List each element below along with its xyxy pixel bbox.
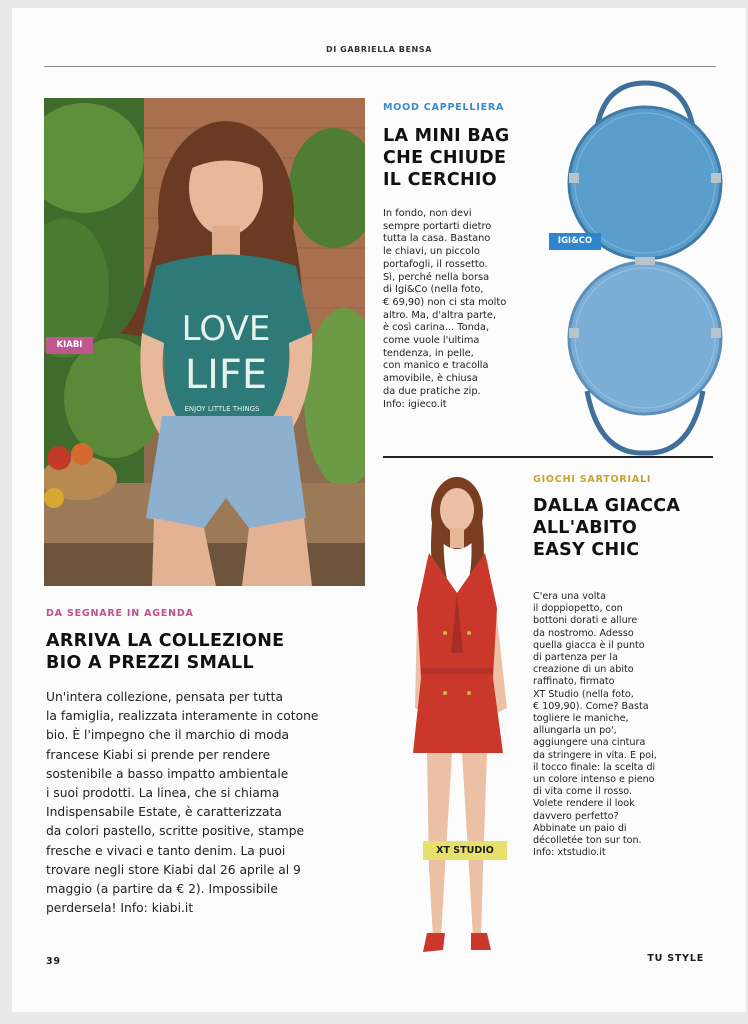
bio-headline-line: BIO A PREZZI SMALL (46, 653, 254, 673)
bag-body-line: amovibile, è chiusa (383, 373, 478, 385)
bio-body-line: Un'intera collezione, pensata per tutta (46, 690, 284, 704)
dress-headline-line: EASY CHIC (533, 540, 640, 560)
byline: DI GABRIELLA BENSA (325, 45, 433, 54)
right-divider (383, 456, 713, 458)
dress-body-line: bottoni dorati e allure (533, 615, 638, 627)
bag-body-line: di Igi&Co (nella foto, (383, 284, 484, 296)
bag-body-line: sempre portarti dietro (383, 220, 492, 232)
dress-body-line: décolletée ton sur ton. (533, 835, 642, 847)
bag-body-line: € 69,90) non ci sta molto (383, 296, 507, 308)
bag-headline (383, 125, 563, 191)
shirt-text-love: LOVE (181, 309, 271, 349)
bag-body-line: Info: igieco.it (383, 398, 447, 410)
bag-photo (557, 73, 727, 463)
bag-body-line: è così carina... Tonda, (383, 322, 490, 334)
dress-body-line: C'era una volta (533, 591, 607, 602)
page-number: 39 (46, 956, 61, 967)
bio-body-line: trovare negli store Kiabi dal 26 aprile al 9 (46, 862, 301, 877)
bag-kicker: MOOD CAPPELLIERA (383, 102, 505, 113)
dress-body-line: un colore intenso e pieno (533, 774, 655, 786)
bio-body-line: la famiglia, realizzata interamente in cotone (46, 709, 319, 724)
dress-body-line: allungarla un po', (533, 725, 617, 737)
bag-headline-line: IL CERCHIO (383, 170, 497, 190)
bio-body-line: i suoi prodotti. La linea, che si chiama (46, 786, 280, 801)
bio-body-line: da colori pastello, scritte positive, stampe (46, 824, 305, 839)
dress-body-line: da stringere in vita. E poi, (533, 749, 657, 761)
dress-headline-line: ALL'ABITO (533, 518, 638, 538)
dress-body-line: togliere le maniche, (533, 713, 629, 725)
dress-body-line: Volete rendere il look (533, 798, 635, 810)
dress-body-line: Info: xtstudio.it (533, 847, 606, 859)
dress-body-line: da nostromo. Adesso (533, 627, 634, 639)
bio-body (46, 688, 376, 918)
bio-body-line: bio. È l'impegno che il marchio di moda (46, 728, 290, 743)
shirt-text-life: LIFE (184, 352, 268, 398)
igi-tag: IGI&CO (549, 233, 601, 250)
dress-photo (357, 468, 532, 958)
dress-body-line: di partenza per la (533, 652, 618, 664)
top-divider (44, 66, 716, 67)
dress-body-line: quella giacca è il punto (533, 639, 645, 651)
bag-body-line: le chiavi, un piccolo (383, 246, 480, 258)
bag-body-line: portafogli, il rossetto. (383, 258, 488, 270)
bag-body-line: tutta la casa. Bastano (383, 233, 491, 245)
bio-body-line: sostenibile a basso impatto ambientale (46, 766, 289, 781)
dress-body-line: € 109,90). Come? Basta (533, 700, 649, 712)
bio-body-line: maggio (a partire da € 2). Impossibile (46, 882, 278, 897)
dress-body-line: il doppiopetto, con (533, 603, 623, 615)
dress-body-line: davvero perfetto? (533, 810, 619, 822)
bag-body-line: da due pratiche zip. (383, 385, 481, 397)
dress-kicker: GIOCHI SARTORIALI (533, 474, 652, 485)
dress-headline (533, 495, 723, 561)
dress-body (533, 591, 723, 859)
bag-body-line: con manico e tracolla (383, 360, 489, 372)
bag-body-line: In fondo, non devi (383, 208, 472, 219)
bag-body-line: altro. Ma, d'altra parte, (383, 309, 496, 321)
shirt-text-small: ENJOY LITTLE THINGS (184, 405, 260, 413)
bio-body-line: Indispensabile Estate, è caratterizzata (46, 805, 282, 820)
bio-headline-line: ARRIVA LA COLLEZIONE (46, 631, 285, 651)
dress-body-line: aggiungere una cintura (533, 737, 646, 749)
dress-headline-line: DALLA GIACCA (533, 496, 681, 516)
dress-body-line: Abbinate un paio di (533, 822, 627, 834)
bag-body-line: Sì, perché nella borsa (383, 271, 490, 283)
bio-body-line: fresche e vivaci e tanto denim. La puoi (46, 843, 286, 858)
dress-body-line: il tocco finale: la scelta di (533, 761, 656, 773)
magazine-name: TU STYLE (647, 953, 704, 964)
dress-body-line: XT Studio (nella foto, (533, 688, 634, 700)
bio-headline (46, 630, 376, 674)
magazine-page (12, 8, 746, 1012)
dress-body-line: raffinato, firmato (533, 676, 615, 688)
kiabi-tag: KIABI (46, 337, 93, 354)
bag-body-line: tendenza, in pelle, (383, 347, 474, 359)
dress-body-line: di vita come il rosso. (533, 786, 633, 798)
bio-body-line: francese Kiabi si prende per rendere (46, 747, 271, 762)
dress-body-line: creazione di un abito (533, 664, 634, 676)
bag-headline-line: CHE CHIUDE (383, 148, 507, 168)
bio-kicker: DA SEGNARE IN AGENDA (46, 608, 194, 619)
bag-body (383, 208, 553, 411)
bag-body-line: come vuole l'ultima (383, 335, 480, 347)
bag-headline-line: LA MINI BAG (383, 126, 510, 146)
bag-illustration (557, 73, 727, 463)
xt-tag: XT STUDIO (423, 841, 507, 860)
bio-body-line: perdersela! Info: kiabi.it (46, 901, 194, 916)
dress-illustration (357, 468, 532, 958)
